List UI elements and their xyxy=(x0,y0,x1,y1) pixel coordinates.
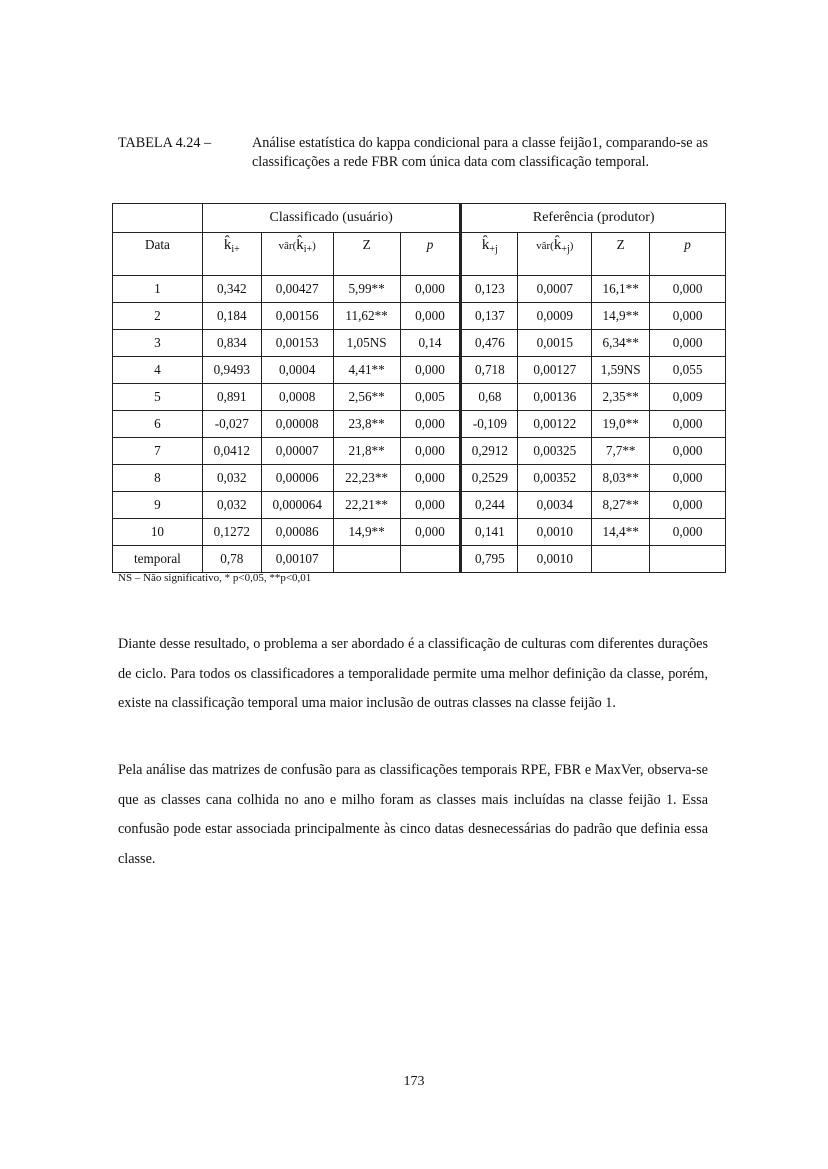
col-header-k-producer: $k̂_{+j}$ xyxy=(461,233,518,276)
table-cell: 14,9** xyxy=(333,519,400,546)
table-cell: 0,0010 xyxy=(518,519,592,546)
table-cell: 14,4** xyxy=(592,519,650,546)
table-cell: 0,032 xyxy=(202,465,261,492)
table-cell: 2,56** xyxy=(333,384,400,411)
table-cell: 0,00136 xyxy=(518,384,592,411)
row-label-cell: temporal xyxy=(113,546,203,573)
col-header-data: Data xyxy=(113,233,203,276)
table-row xyxy=(113,546,726,573)
table-cell: 0,00153 xyxy=(261,330,333,357)
table-cell: 0,000 xyxy=(400,465,461,492)
row-label-cell: 2 xyxy=(113,303,203,330)
col-header-var-producer: $vâr(k̂_{+j})$ xyxy=(518,233,592,276)
table-cell: 0,68 xyxy=(461,384,518,411)
table-cell: 0,00007 xyxy=(261,438,333,465)
table-cell: 0,009 xyxy=(650,384,726,411)
row-label-cell: 8 xyxy=(113,465,203,492)
table-caption xyxy=(118,134,708,172)
table-cell: 0,137 xyxy=(461,303,518,330)
table-cell: 0,795 xyxy=(461,546,518,573)
column-header-row xyxy=(113,233,726,276)
table-cell: 0,476 xyxy=(461,330,518,357)
table-cell: 0,9493 xyxy=(202,357,261,384)
table-cell: -0,027 xyxy=(202,411,261,438)
table-cell xyxy=(400,546,461,573)
table-cell: 4,41** xyxy=(333,357,400,384)
row-label-cell: 9 xyxy=(113,492,203,519)
table-cell: 1,05NS xyxy=(333,330,400,357)
table-cell: 2,35** xyxy=(592,384,650,411)
body-paragraph-1: Diante desse resultado, o problema a ser abordado é a classificação de culturas com diferentes durações de ciclo. Para todos os classificadores a temporalidade permite uma melhor definição da classe, porém, existe na classificação temporal uma maior inclusão de outras classes na classe feijão 1. xyxy=(118,636,708,711)
table-cell: 6,34** xyxy=(592,330,650,357)
table-row xyxy=(113,411,726,438)
group-header-user: Classificado (usuário) xyxy=(202,204,461,233)
table-cell: 0,0009 xyxy=(518,303,592,330)
table-row xyxy=(113,276,726,303)
table-row xyxy=(113,357,726,384)
table-cell: 0,055 xyxy=(650,357,726,384)
table-cell: 0,000 xyxy=(400,492,461,519)
table-cell: 0,891 xyxy=(202,384,261,411)
table-cell: 7,7** xyxy=(592,438,650,465)
table-row xyxy=(113,384,726,411)
table-cell xyxy=(650,546,726,573)
table-cell: 0,000 xyxy=(400,357,461,384)
col-header-z-producer: Z xyxy=(592,233,650,276)
table-cell: 0,2529 xyxy=(461,465,518,492)
table-cell: 0,000 xyxy=(400,411,461,438)
table-cell: 0,000 xyxy=(650,465,726,492)
empty-corner-cell xyxy=(113,204,203,233)
body-paragraph-2: Pela análise das matrizes de confusão para as classificações temporais RPE, FBR e MaxVer, observa-se que as classes cana colhida no ano e milho foram as classes mais incluídas na classe feijão 1. Essa confusão pode estar associada principalmente às cinco datas desnecessárias do padrão que definia essa classe. xyxy=(118,762,708,867)
table-cell: 0,000 xyxy=(650,411,726,438)
table-cell: 0,2912 xyxy=(461,438,518,465)
table-cell: 0,000064 xyxy=(261,492,333,519)
table-cell: 0,00156 xyxy=(261,303,333,330)
table-cell: 23,8** xyxy=(333,411,400,438)
table-cell: 0,005 xyxy=(400,384,461,411)
row-label-cell: 4 xyxy=(113,357,203,384)
col-header-p-user: p xyxy=(400,233,461,276)
table-row xyxy=(113,303,726,330)
group-header-row xyxy=(113,204,726,233)
page-number: 173 xyxy=(403,1074,425,1089)
table-cell: 0,141 xyxy=(461,519,518,546)
table-footnote: NS – Não significativo, * p<0,05, **p<0,01 xyxy=(118,572,312,584)
table-row xyxy=(113,519,726,546)
row-label-cell: 3 xyxy=(113,330,203,357)
col-header-p-producer: p xyxy=(650,233,726,276)
group-header-producer: Referência (produtor) xyxy=(461,204,726,233)
table-cell: 0,000 xyxy=(650,276,726,303)
table-cell: 21,8** xyxy=(333,438,400,465)
row-label-cell: 1 xyxy=(113,276,203,303)
table-cell: 5,99** xyxy=(333,276,400,303)
table-cell: 0,718 xyxy=(461,357,518,384)
table-cell: 8,27** xyxy=(592,492,650,519)
row-label-cell: 7 xyxy=(113,438,203,465)
table-cell: 0,1272 xyxy=(202,519,261,546)
table-cell: 19,0** xyxy=(592,411,650,438)
table-cell: 0,00427 xyxy=(261,276,333,303)
table-caption-label: TABELA 4.24 – xyxy=(118,135,212,151)
table-cell: 0,00008 xyxy=(261,411,333,438)
table-cell: 0,000 xyxy=(400,303,461,330)
row-label-cell: 6 xyxy=(113,411,203,438)
table-cell: 22,23** xyxy=(333,465,400,492)
table-cell: 0,0004 xyxy=(261,357,333,384)
table-cell: 0,000 xyxy=(650,438,726,465)
table-cell: 0,000 xyxy=(400,276,461,303)
table-cell: 0,00127 xyxy=(518,357,592,384)
kappa-table xyxy=(112,203,726,573)
table-row xyxy=(113,465,726,492)
table-cell: 16,1** xyxy=(592,276,650,303)
table-cell: 0,0007 xyxy=(518,276,592,303)
table-cell: 0,342 xyxy=(202,276,261,303)
table-cell: 8,03** xyxy=(592,465,650,492)
table-cell: 0,184 xyxy=(202,303,261,330)
table-cell: 0,0412 xyxy=(202,438,261,465)
table-cell: 0,244 xyxy=(461,492,518,519)
table-cell xyxy=(592,546,650,573)
col-header-k-user: $k̂_{i+}$ xyxy=(202,233,261,276)
table-cell: 0,14 xyxy=(400,330,461,357)
table-row xyxy=(113,330,726,357)
table-cell: 0,000 xyxy=(650,303,726,330)
table-cell: 0,00352 xyxy=(518,465,592,492)
col-header-z-user: Z xyxy=(333,233,400,276)
table-caption-text: Análise estatística do kappa condicional para a classe feijão1, comparando-se as classificações a rede FBR com única data com classificação temporal. xyxy=(252,135,708,170)
table-cell: 0,00122 xyxy=(518,411,592,438)
table-cell: 0,000 xyxy=(650,519,726,546)
table-cell: 0,00325 xyxy=(518,438,592,465)
col-header-var-user: $vâr(k̂_{i+})$ xyxy=(261,233,333,276)
table-cell: 0,000 xyxy=(650,492,726,519)
table-cell: 0,000 xyxy=(400,519,461,546)
table-body xyxy=(113,276,726,573)
table-cell: 0,000 xyxy=(650,330,726,357)
table-cell: -0,109 xyxy=(461,411,518,438)
table-cell: 0,0015 xyxy=(518,330,592,357)
table-cell: 0,123 xyxy=(461,276,518,303)
table-cell xyxy=(333,546,400,573)
table-cell: 0,0010 xyxy=(518,546,592,573)
table-cell: 22,21** xyxy=(333,492,400,519)
table-row xyxy=(113,492,726,519)
table-cell: 0,032 xyxy=(202,492,261,519)
table-cell: 1,59NS xyxy=(592,357,650,384)
table-cell: 0,000 xyxy=(400,438,461,465)
table-cell: 0,834 xyxy=(202,330,261,357)
table-cell: 0,00107 xyxy=(261,546,333,573)
table-cell: 11,62** xyxy=(333,303,400,330)
table-cell: 0,0034 xyxy=(518,492,592,519)
table-cell: 14,9** xyxy=(592,303,650,330)
row-label-cell: 10 xyxy=(113,519,203,546)
row-label-cell: 5 xyxy=(113,384,203,411)
table-cell: 0,00086 xyxy=(261,519,333,546)
table-row xyxy=(113,438,726,465)
table-cell: 0,0008 xyxy=(261,384,333,411)
table-cell: 0,00006 xyxy=(261,465,333,492)
table-cell: 0,78 xyxy=(202,546,261,573)
